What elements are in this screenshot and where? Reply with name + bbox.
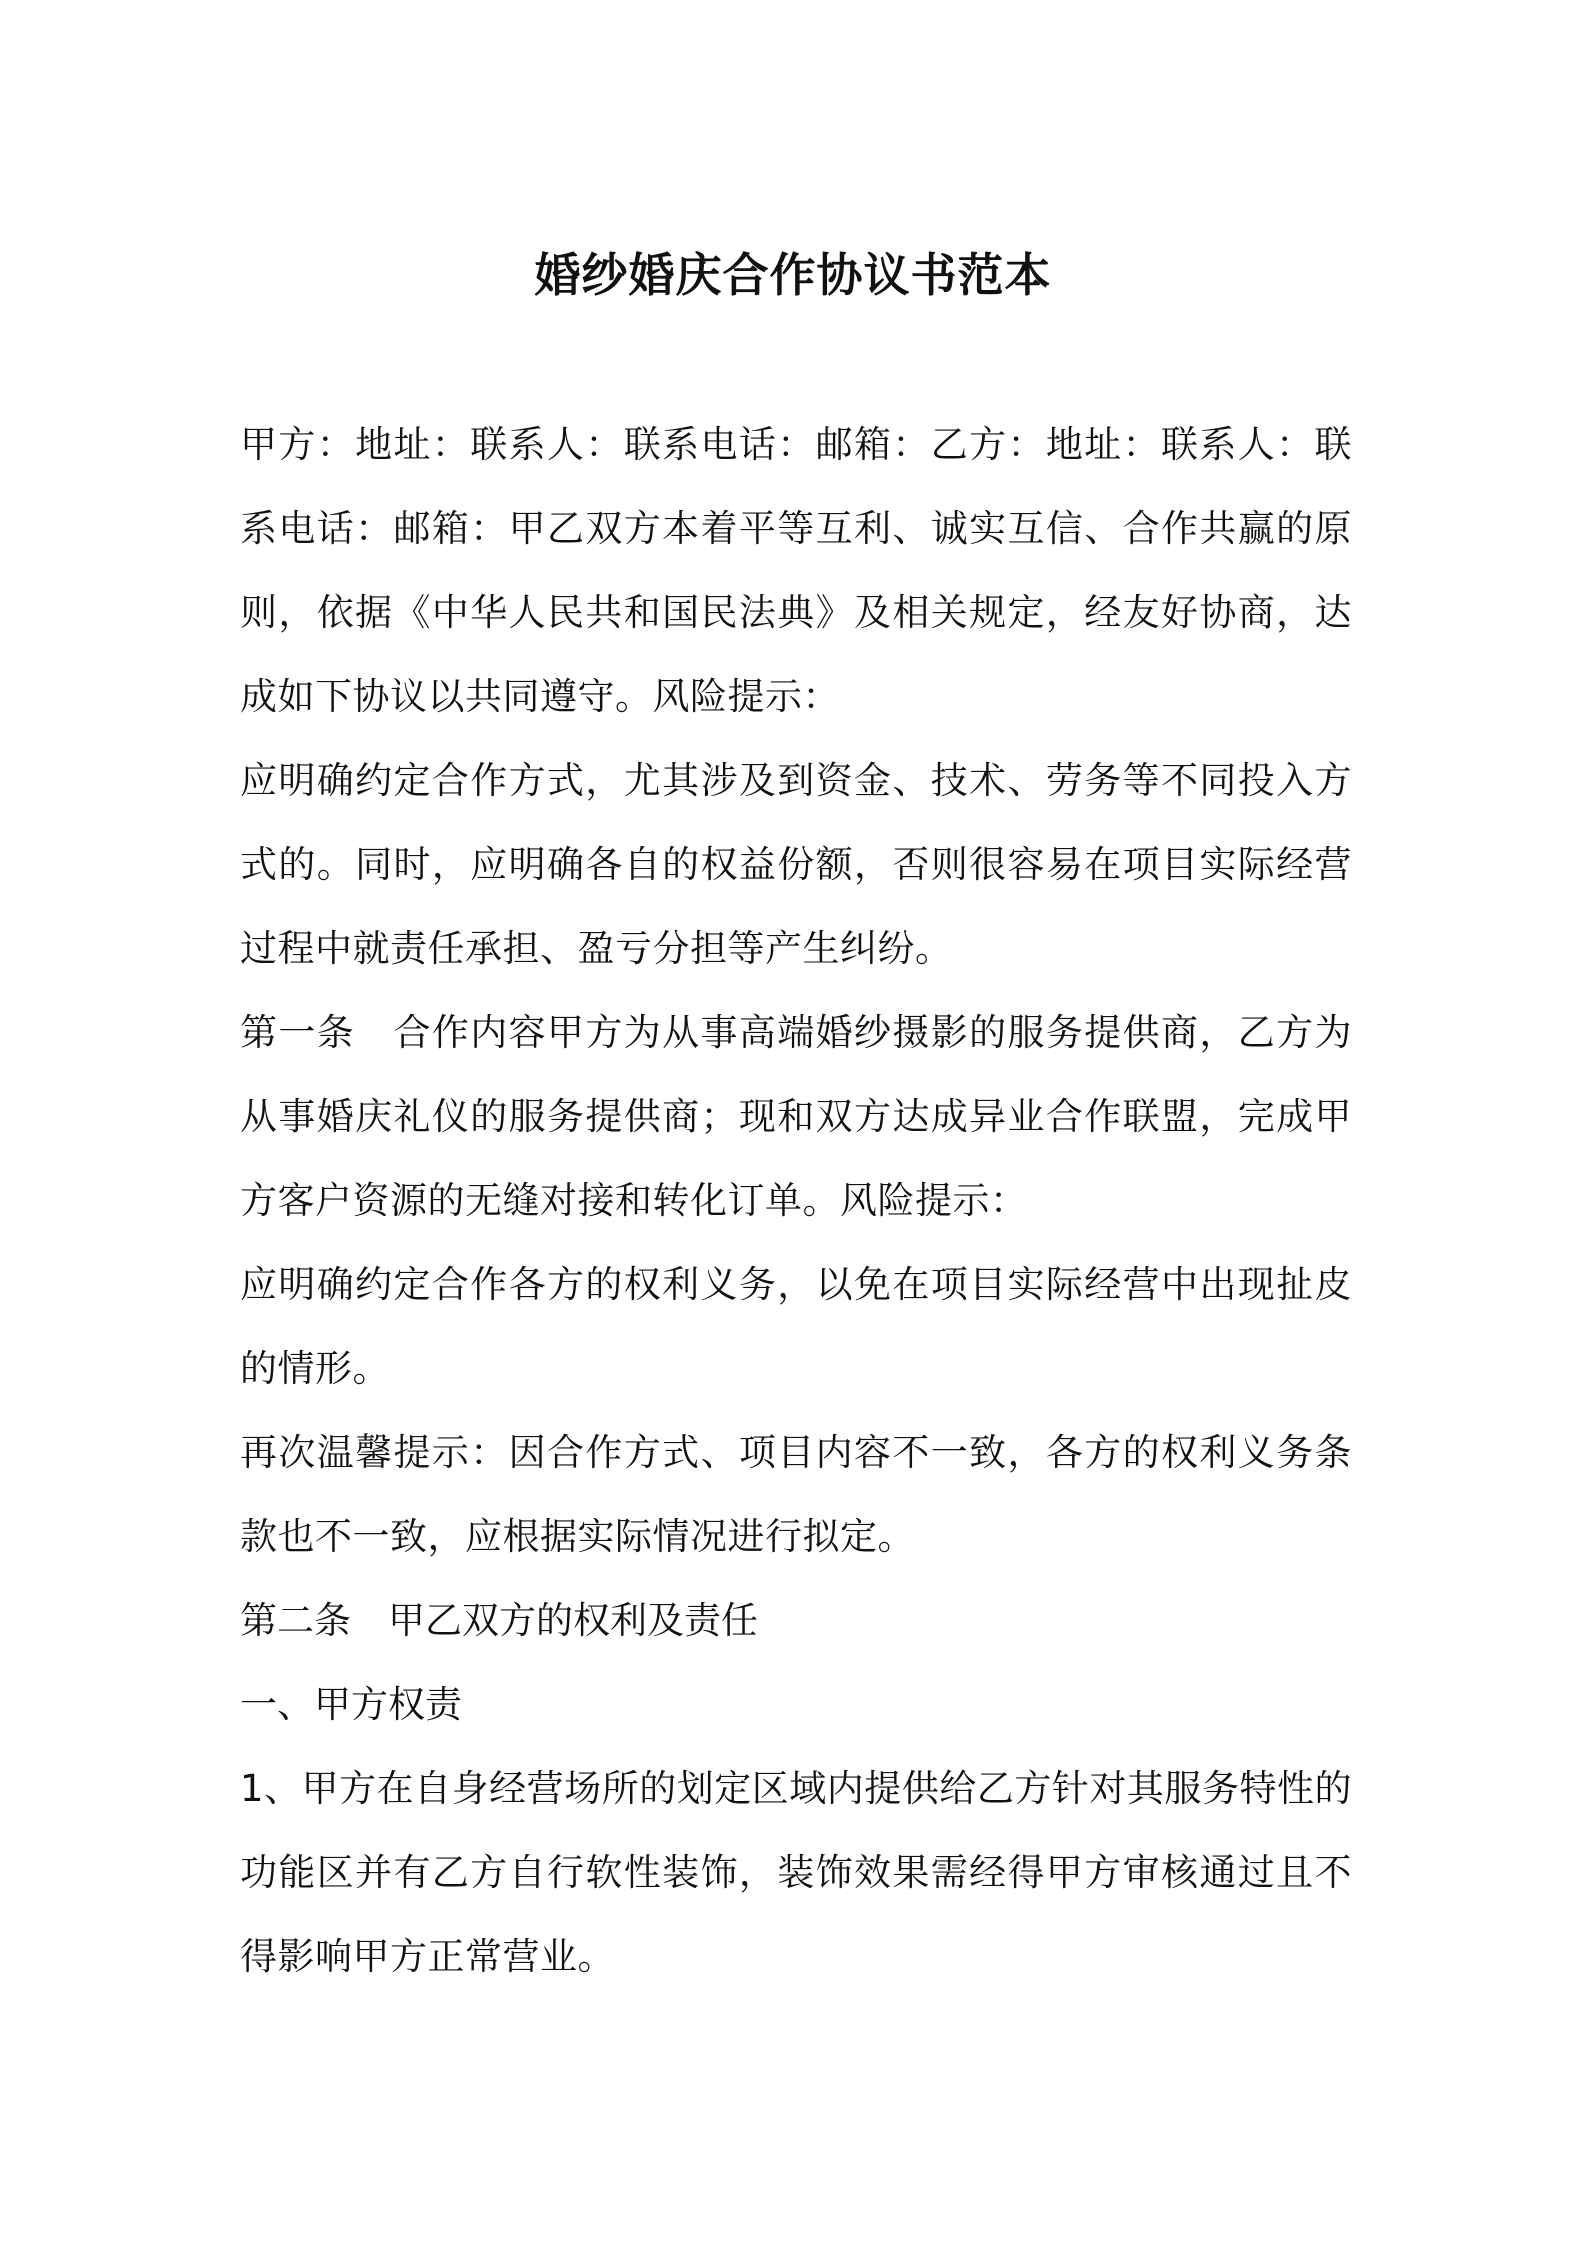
document-body <box>240 403 1352 1999</box>
paragraph-parties-and-intro: 甲方：地址：联系人：联系电话：邮箱：乙方：地址：联系人：联系电话：邮箱：甲乙双方本着平等互利、诚实互信、合作共赢的原则，依据《中华人民共和国民法典》及相关规定，经友好协商，达成如下协议以共同遵守。风险提示： <box>240 423 1352 718</box>
document-title: 婚纱婚庆合作协议书范本 <box>534 247 1052 302</box>
paragraph-risk-rights-obligations: 应明确约定合作各方的权利义务，以免在项目实际经营中出现扯皮的情形。 <box>240 1263 1352 1390</box>
paragraph-article-one: 第一条 合作内容甲方为从事高端婚纱摄影的服务提供商，乙方为从事婚庆礼仪的服务提供商；现和双方达成异业合作联盟，完成甲方客户资源的无缝对接和转化订单。风险提示： <box>240 1011 1352 1222</box>
party-a-clause-1: 1、甲方在自身经营场所的划定区域内提供给乙方针对其服务特性的功能区并有乙方自行软性装饰，装饰效果需经得甲方审核通过且不得影响甲方正常营业。 <box>240 1767 1352 1978</box>
paragraph-reminder: 再次温馨提示：因合作方式、项目内容不一致，各方的权利义务条款也不一致，应根据实际情况进行拟定。 <box>240 1431 1352 1558</box>
party-a-rights-heading: 一、甲方权责 <box>240 1683 462 1726</box>
paragraph-risk-cooperation-mode: 应明确约定合作方式，尤其涉及到资金、技术、劳务等不同投入方式的。同时，应明确各自的权益份额，否则很容易在项目实际经营过程中就责任承担、盈亏分担等产生纠纷。 <box>240 759 1352 970</box>
article-two-heading: 第二条 甲乙双方的权利及责任 <box>240 1599 758 1642</box>
